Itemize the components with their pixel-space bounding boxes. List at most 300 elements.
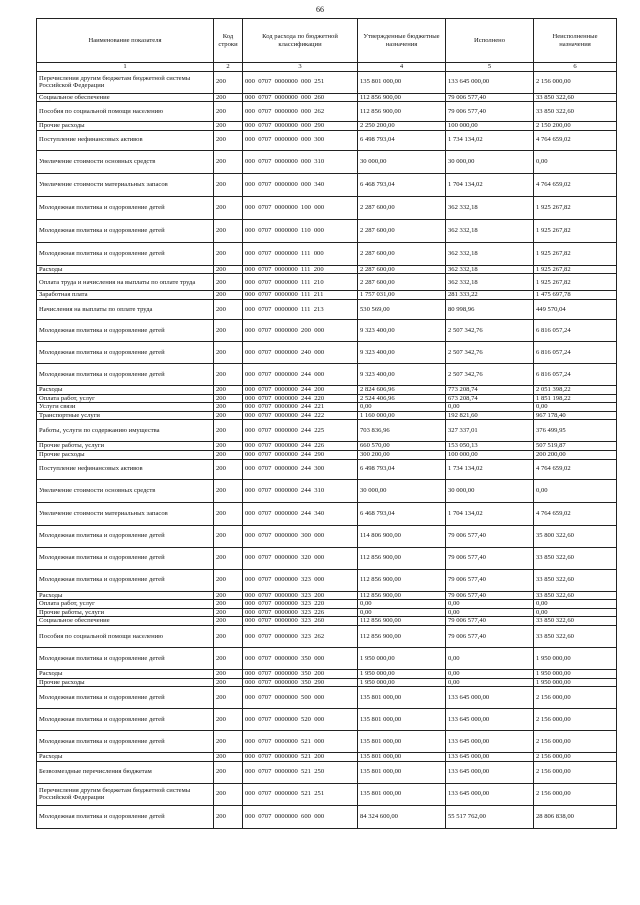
table-row — [37, 196, 617, 219]
cell-approved: 135 801 000,00 — [358, 687, 446, 709]
cell-approved: 1 160 000,00 — [358, 411, 446, 420]
cell-kbk: 000 0707 0000000 111 211 — [243, 291, 358, 300]
cell-kbk: 000 0707 0000000 111 200 — [243, 265, 358, 274]
cell-code: 200 — [214, 150, 243, 173]
cell-approved: 9 323 400,00 — [358, 319, 446, 341]
cell-approved: 1 757 031,00 — [358, 291, 446, 300]
cell-approved: 2 287 600,00 — [358, 219, 446, 242]
cell-kbk: 000 0707 0000000 000 300 — [243, 130, 358, 150]
cell-executed: 133 645 000,00 — [446, 709, 534, 731]
column-number: 6 — [534, 63, 617, 72]
cell-approved: 530 569,00 — [358, 299, 446, 319]
cell-executed: 133 645 000,00 — [446, 753, 534, 762]
cell-name: Молодежная политика и оздоровление детей — [37, 525, 214, 547]
cell-executed: 30 000,00 — [446, 479, 534, 502]
cell-executed: 100 000,00 — [446, 450, 534, 459]
table-row — [37, 687, 617, 709]
cell-approved: 2 287 600,00 — [358, 274, 446, 291]
cell-name: Пособия по социальной помощи населению — [37, 625, 214, 647]
cell-code: 200 — [214, 242, 243, 265]
cell-kbk: 000 0707 0000000 244 200 — [243, 385, 358, 394]
cell-name: Увеличение стоимости основных средств — [37, 150, 214, 173]
cell-name: Молодежная политика и оздоровление детей — [37, 242, 214, 265]
cell-name: Работы, услуги по содержанию имущества — [37, 420, 214, 442]
cell-name: Молодежная политика и оздоровление детей — [37, 731, 214, 753]
column-header-executed: Исполнено — [446, 19, 534, 63]
cell-name: Пособия по социальной помощи населению — [37, 102, 214, 122]
cell-name: Увеличение стоимости основных средств — [37, 479, 214, 502]
cell-kbk: 000 0707 0000000 110 000 — [243, 219, 358, 242]
table-row — [37, 219, 617, 242]
cell-executed: 281 333,22 — [446, 291, 534, 300]
column-number-row — [37, 63, 617, 72]
cell-executed: 0,00 — [446, 608, 534, 617]
cell-name: Расходы — [37, 669, 214, 678]
cell-unexecuted: 200 200,00 — [534, 450, 617, 459]
cell-name: Молодежная политика и оздоровление детей — [37, 805, 214, 828]
cell-approved: 300 200,00 — [358, 450, 446, 459]
cell-code: 200 — [214, 761, 243, 783]
cell-executed: 79 006 577,40 — [446, 525, 534, 547]
cell-kbk: 000 0707 0000000 244 340 — [243, 502, 358, 525]
cell-executed: 1 734 134,02 — [446, 130, 534, 150]
cell-code: 200 — [214, 783, 243, 805]
cell-code: 200 — [214, 459, 243, 479]
cell-unexecuted: 0,00 — [534, 403, 617, 412]
cell-executed: 673 208,74 — [446, 394, 534, 403]
cell-unexecuted: 4 764 659,02 — [534, 502, 617, 525]
table-row — [37, 731, 617, 753]
cell-executed: 153 050,13 — [446, 442, 534, 451]
cell-unexecuted: 33 850 322,60 — [534, 591, 617, 600]
table-row — [37, 442, 617, 451]
cell-code: 200 — [214, 753, 243, 762]
cell-approved: 135 801 000,00 — [358, 761, 446, 783]
cell-code: 200 — [214, 319, 243, 341]
cell-code: 200 — [214, 219, 243, 242]
cell-code: 200 — [214, 617, 243, 626]
column-header-code: Код строки — [214, 19, 243, 63]
cell-unexecuted: 2 150 200,00 — [534, 122, 617, 131]
cell-executed: 0,00 — [446, 600, 534, 609]
cell-code: 200 — [214, 547, 243, 569]
cell-code: 200 — [214, 385, 243, 394]
column-number: 2 — [214, 63, 243, 72]
cell-kbk: 000 0707 0000000 350 290 — [243, 678, 358, 687]
cell-approved: 6 468 793,04 — [358, 173, 446, 196]
table-row — [37, 173, 617, 196]
table-row — [37, 647, 617, 669]
cell-kbk: 000 0707 0000000 000 310 — [243, 150, 358, 173]
cell-name: Расходы — [37, 265, 214, 274]
cell-approved: 9 323 400,00 — [358, 341, 446, 363]
cell-kbk: 000 0707 0000000 000 260 — [243, 93, 358, 102]
cell-executed: 1 734 134,02 — [446, 459, 534, 479]
cell-approved: 112 856 900,00 — [358, 617, 446, 626]
cell-code: 200 — [214, 687, 243, 709]
cell-executed: 133 645 000,00 — [446, 687, 534, 709]
cell-unexecuted: 2 156 000,00 — [534, 709, 617, 731]
cell-unexecuted: 28 806 838,00 — [534, 805, 617, 828]
cell-kbk: 000 0707 0000000 000 340 — [243, 173, 358, 196]
cell-executed: 79 006 577,40 — [446, 93, 534, 102]
cell-approved: 112 856 900,00 — [358, 591, 446, 600]
cell-kbk: 000 0707 0000000 100 000 — [243, 196, 358, 219]
table-row — [37, 130, 617, 150]
cell-unexecuted: 1 925 267,82 — [534, 219, 617, 242]
cell-kbk: 000 0707 0000000 350 200 — [243, 669, 358, 678]
cell-unexecuted: 0,00 — [534, 479, 617, 502]
cell-executed: 362 332,18 — [446, 265, 534, 274]
cell-approved: 112 856 900,00 — [358, 547, 446, 569]
cell-unexecuted: 6 816 057,24 — [534, 363, 617, 385]
cell-executed: 79 006 577,40 — [446, 625, 534, 647]
table-row — [37, 411, 617, 420]
cell-code: 200 — [214, 291, 243, 300]
table-row — [37, 600, 617, 609]
cell-approved: 135 801 000,00 — [358, 731, 446, 753]
table-row — [37, 299, 617, 319]
cell-unexecuted: 6 816 057,24 — [534, 319, 617, 341]
cell-unexecuted: 0,00 — [534, 600, 617, 609]
table-row — [37, 805, 617, 828]
cell-name: Социальное обеспечение — [37, 93, 214, 102]
cell-code: 200 — [214, 102, 243, 122]
cell-name: Молодежная политика и оздоровление детей — [37, 196, 214, 219]
cell-code: 200 — [214, 274, 243, 291]
cell-name: Молодежная политика и оздоровление детей — [37, 341, 214, 363]
table-row — [37, 625, 617, 647]
table-row — [37, 420, 617, 442]
cell-executed: 0,00 — [446, 647, 534, 669]
cell-approved: 2 287 600,00 — [358, 196, 446, 219]
cell-approved: 0,00 — [358, 608, 446, 617]
cell-approved: 2 250 200,00 — [358, 122, 446, 131]
table-row — [37, 761, 617, 783]
cell-name: Прочие расходы — [37, 122, 214, 131]
cell-name: Расходы — [37, 591, 214, 600]
cell-name: Безвозмездные перечисления бюджетам — [37, 761, 214, 783]
cell-kbk: 000 0707 0000000 244 300 — [243, 459, 358, 479]
cell-approved: 2 287 600,00 — [358, 265, 446, 274]
cell-name: Социальное обеспечение — [37, 617, 214, 626]
cell-name: Оплата работ, услуг — [37, 600, 214, 609]
cell-executed: 100 000,00 — [446, 122, 534, 131]
cell-approved: 6 498 793,04 — [358, 130, 446, 150]
table-row — [37, 319, 617, 341]
cell-unexecuted: 4 764 659,02 — [534, 130, 617, 150]
column-number: 5 — [446, 63, 534, 72]
cell-unexecuted: 33 850 322,60 — [534, 625, 617, 647]
cell-name: Молодежная политика и оздоровление детей — [37, 687, 214, 709]
cell-name: Прочие расходы — [37, 678, 214, 687]
table-row — [37, 403, 617, 412]
table-row — [37, 479, 617, 502]
cell-code: 200 — [214, 591, 243, 600]
cell-name: Транспортные услуги — [37, 411, 214, 420]
cell-executed: 79 006 577,40 — [446, 591, 534, 600]
cell-code: 200 — [214, 71, 243, 93]
cell-executed: 55 517 762,00 — [446, 805, 534, 828]
cell-code: 200 — [214, 502, 243, 525]
cell-unexecuted: 33 850 322,60 — [534, 93, 617, 102]
cell-approved: 1 950 000,00 — [358, 678, 446, 687]
cell-code: 200 — [214, 669, 243, 678]
cell-unexecuted: 1 950 000,00 — [534, 678, 617, 687]
cell-approved: 112 856 900,00 — [358, 102, 446, 122]
cell-executed: 773 208,74 — [446, 385, 534, 394]
cell-unexecuted: 2 156 000,00 — [534, 783, 617, 805]
cell-unexecuted: 33 850 322,60 — [534, 569, 617, 591]
cell-approved: 703 836,96 — [358, 420, 446, 442]
cell-unexecuted: 33 850 322,60 — [534, 102, 617, 122]
cell-code: 200 — [214, 625, 243, 647]
cell-kbk: 000 0707 0000000 244 225 — [243, 420, 358, 442]
table-row — [37, 608, 617, 617]
cell-name: Оплата труда и начисления на выплаты по оплате труда — [37, 274, 214, 291]
column-header-kbk: Код расхода по бюджетной классификации — [243, 19, 358, 63]
cell-kbk: 000 0707 0000000 323 200 — [243, 591, 358, 600]
table-row — [37, 525, 617, 547]
cell-code: 200 — [214, 130, 243, 150]
cell-unexecuted: 376 499,95 — [534, 420, 617, 442]
column-number: 4 — [358, 63, 446, 72]
cell-kbk: 000 0707 0000000 323 220 — [243, 600, 358, 609]
cell-executed: 362 332,18 — [446, 196, 534, 219]
cell-kbk: 000 0707 0000000 240 000 — [243, 341, 358, 363]
cell-unexecuted: 449 570,04 — [534, 299, 617, 319]
cell-name: Начисления на выплаты по оплате труда — [37, 299, 214, 319]
cell-code: 200 — [214, 678, 243, 687]
cell-executed: 2 507 342,76 — [446, 363, 534, 385]
cell-name: Молодежная политика и оздоровление детей — [37, 363, 214, 385]
cell-kbk: 000 0707 0000000 520 000 — [243, 709, 358, 731]
column-header-name: Наименование показателя — [37, 19, 214, 63]
cell-unexecuted: 33 850 322,60 — [534, 617, 617, 626]
table-row — [37, 450, 617, 459]
cell-kbk: 000 0707 0000000 500 000 — [243, 687, 358, 709]
cell-code: 200 — [214, 403, 243, 412]
cell-kbk: 000 0707 0000000 323 262 — [243, 625, 358, 647]
page-number: 66 — [316, 5, 324, 14]
cell-name: Перечисления другим бюджетам бюджетной системы Российской Федерации — [37, 71, 214, 93]
cell-unexecuted: 1 950 000,00 — [534, 647, 617, 669]
cell-code: 200 — [214, 420, 243, 442]
table-row — [37, 459, 617, 479]
cell-kbk: 000 0707 0000000 244 000 — [243, 363, 358, 385]
cell-approved: 2 824 606,96 — [358, 385, 446, 394]
cell-kbk: 000 0707 0000000 244 222 — [243, 411, 358, 420]
cell-kbk: 000 0707 0000000 323 260 — [243, 617, 358, 626]
cell-code: 200 — [214, 299, 243, 319]
cell-approved: 9 323 400,00 — [358, 363, 446, 385]
cell-name: Увеличение стоимости материальных запасов — [37, 502, 214, 525]
table-row — [37, 678, 617, 687]
table-row — [37, 291, 617, 300]
cell-kbk: 000 0707 0000000 350 000 — [243, 647, 358, 669]
cell-unexecuted: 6 816 057,24 — [534, 341, 617, 363]
cell-code: 200 — [214, 93, 243, 102]
cell-kbk: 000 0707 0000000 000 251 — [243, 71, 358, 93]
cell-code: 200 — [214, 608, 243, 617]
cell-code: 200 — [214, 479, 243, 502]
table-row — [37, 783, 617, 805]
cell-kbk: 000 0707 0000000 521 200 — [243, 753, 358, 762]
cell-kbk: 000 0707 0000000 111 000 — [243, 242, 358, 265]
column-header-approved: Утвержденные бюджетные назначения — [358, 19, 446, 63]
cell-executed: 79 006 577,40 — [446, 102, 534, 122]
column-number: 1 — [37, 63, 214, 72]
cell-executed: 0,00 — [446, 678, 534, 687]
cell-kbk: 000 0707 0000000 323 000 — [243, 569, 358, 591]
cell-unexecuted: 507 519,87 — [534, 442, 617, 451]
cell-name: Прочие расходы — [37, 450, 214, 459]
cell-unexecuted: 1 475 697,78 — [534, 291, 617, 300]
cell-executed: 30 000,00 — [446, 150, 534, 173]
column-header-unexecuted: Неисполненные назначения — [534, 19, 617, 63]
table-row — [37, 385, 617, 394]
cell-unexecuted: 33 850 322,60 — [534, 547, 617, 569]
cell-code: 200 — [214, 805, 243, 828]
cell-unexecuted: 2 156 000,00 — [534, 731, 617, 753]
cell-approved: 112 856 900,00 — [358, 93, 446, 102]
cell-executed: 362 332,18 — [446, 219, 534, 242]
cell-name: Молодежная политика и оздоровление детей — [37, 569, 214, 591]
cell-kbk: 000 0707 0000000 244 220 — [243, 394, 358, 403]
table-row — [37, 617, 617, 626]
cell-kbk: 000 0707 0000000 244 290 — [243, 450, 358, 459]
column-number: 3 — [243, 63, 358, 72]
cell-kbk: 000 0707 0000000 600 000 — [243, 805, 358, 828]
cell-executed: 79 006 577,40 — [446, 617, 534, 626]
cell-kbk: 000 0707 0000000 111 213 — [243, 299, 358, 319]
table-row — [37, 265, 617, 274]
cell-executed: 362 332,18 — [446, 242, 534, 265]
cell-approved: 30 000,00 — [358, 479, 446, 502]
cell-executed: 79 006 577,40 — [446, 547, 534, 569]
cell-executed: 79 006 577,40 — [446, 569, 534, 591]
cell-executed: 133 645 000,00 — [446, 731, 534, 753]
cell-code: 200 — [214, 709, 243, 731]
cell-unexecuted: 967 178,40 — [534, 411, 617, 420]
cell-unexecuted: 2 156 000,00 — [534, 753, 617, 762]
cell-name: Услуги связи — [37, 403, 214, 412]
cell-approved: 135 801 000,00 — [358, 783, 446, 805]
cell-name: Молодежная политика и оздоровление детей — [37, 709, 214, 731]
cell-approved: 112 856 900,00 — [358, 569, 446, 591]
table-row — [37, 122, 617, 131]
cell-executed: 0,00 — [446, 403, 534, 412]
table-body — [37, 71, 617, 828]
cell-name: Молодежная политика и оздоровление детей — [37, 319, 214, 341]
cell-name: Прочие работы, услуги — [37, 442, 214, 451]
cell-kbk: 000 0707 0000000 244 221 — [243, 403, 358, 412]
cell-approved: 135 801 000,00 — [358, 709, 446, 731]
cell-executed: 133 645 000,00 — [446, 761, 534, 783]
cell-name: Оплата работ, услуг — [37, 394, 214, 403]
cell-approved: 660 570,00 — [358, 442, 446, 451]
table-row — [37, 150, 617, 173]
cell-unexecuted: 0,00 — [534, 150, 617, 173]
table-row — [37, 93, 617, 102]
table-row — [37, 547, 617, 569]
cell-unexecuted: 0,00 — [534, 608, 617, 617]
cell-code: 200 — [214, 442, 243, 451]
cell-kbk: 000 0707 0000000 111 210 — [243, 274, 358, 291]
cell-name: Поступление нефинансовых активов — [37, 130, 214, 150]
cell-executed: 1 704 134,02 — [446, 502, 534, 525]
cell-executed: 80 998,96 — [446, 299, 534, 319]
cell-approved: 0,00 — [358, 403, 446, 412]
cell-executed: 327 337,01 — [446, 420, 534, 442]
cell-approved: 30 000,00 — [358, 150, 446, 173]
cell-approved: 1 950 000,00 — [358, 647, 446, 669]
cell-unexecuted: 1 925 267,82 — [534, 196, 617, 219]
table-row — [37, 569, 617, 591]
cell-code: 200 — [214, 450, 243, 459]
cell-executed: 1 704 134,02 — [446, 173, 534, 196]
cell-unexecuted: 1 925 267,82 — [534, 242, 617, 265]
cell-executed: 362 332,18 — [446, 274, 534, 291]
cell-approved: 0,00 — [358, 600, 446, 609]
table-row — [37, 669, 617, 678]
cell-approved: 135 801 000,00 — [358, 71, 446, 93]
cell-approved: 114 806 900,00 — [358, 525, 446, 547]
cell-kbk: 000 0707 0000000 200 000 — [243, 319, 358, 341]
cell-code: 200 — [214, 647, 243, 669]
table-row — [37, 71, 617, 93]
cell-executed: 133 645 000,00 — [446, 71, 534, 93]
cell-code: 200 — [214, 731, 243, 753]
cell-approved: 6 498 793,04 — [358, 459, 446, 479]
cell-code: 200 — [214, 173, 243, 196]
cell-approved: 1 950 000,00 — [358, 669, 446, 678]
cell-name: Увеличение стоимости материальных запасов — [37, 173, 214, 196]
cell-code: 200 — [214, 569, 243, 591]
cell-name: Перечисления другим бюджетам бюджетной системы Российской Федерации — [37, 783, 214, 805]
cell-unexecuted: 1 925 267,82 — [534, 274, 617, 291]
header-row — [37, 19, 617, 63]
cell-code: 200 — [214, 525, 243, 547]
cell-code: 200 — [214, 196, 243, 219]
cell-unexecuted: 4 764 659,02 — [534, 459, 617, 479]
cell-unexecuted: 2 051 398,22 — [534, 385, 617, 394]
table-row — [37, 341, 617, 363]
cell-approved: 135 801 000,00 — [358, 753, 446, 762]
cell-approved: 84 324 600,00 — [358, 805, 446, 828]
cell-code: 200 — [214, 341, 243, 363]
cell-code: 200 — [214, 394, 243, 403]
cell-unexecuted: 1 851 198,22 — [534, 394, 617, 403]
cell-kbk: 000 0707 0000000 521 000 — [243, 731, 358, 753]
cell-approved: 2 524 406,96 — [358, 394, 446, 403]
table-row — [37, 753, 617, 762]
cell-kbk: 000 0707 0000000 244 310 — [243, 479, 358, 502]
cell-name: Заработная плата — [37, 291, 214, 300]
cell-kbk: 000 0707 0000000 300 000 — [243, 525, 358, 547]
cell-code: 200 — [214, 265, 243, 274]
cell-kbk: 000 0707 0000000 521 251 — [243, 783, 358, 805]
cell-name: Поступление нефинансовых активов — [37, 459, 214, 479]
table-row — [37, 274, 617, 291]
cell-name: Молодежная политика и оздоровление детей — [37, 547, 214, 569]
cell-unexecuted: 1 925 267,82 — [534, 265, 617, 274]
cell-code: 200 — [214, 122, 243, 131]
cell-approved: 112 856 900,00 — [358, 625, 446, 647]
budget-execution-table — [36, 18, 617, 829]
table-row — [37, 394, 617, 403]
cell-code: 200 — [214, 411, 243, 420]
